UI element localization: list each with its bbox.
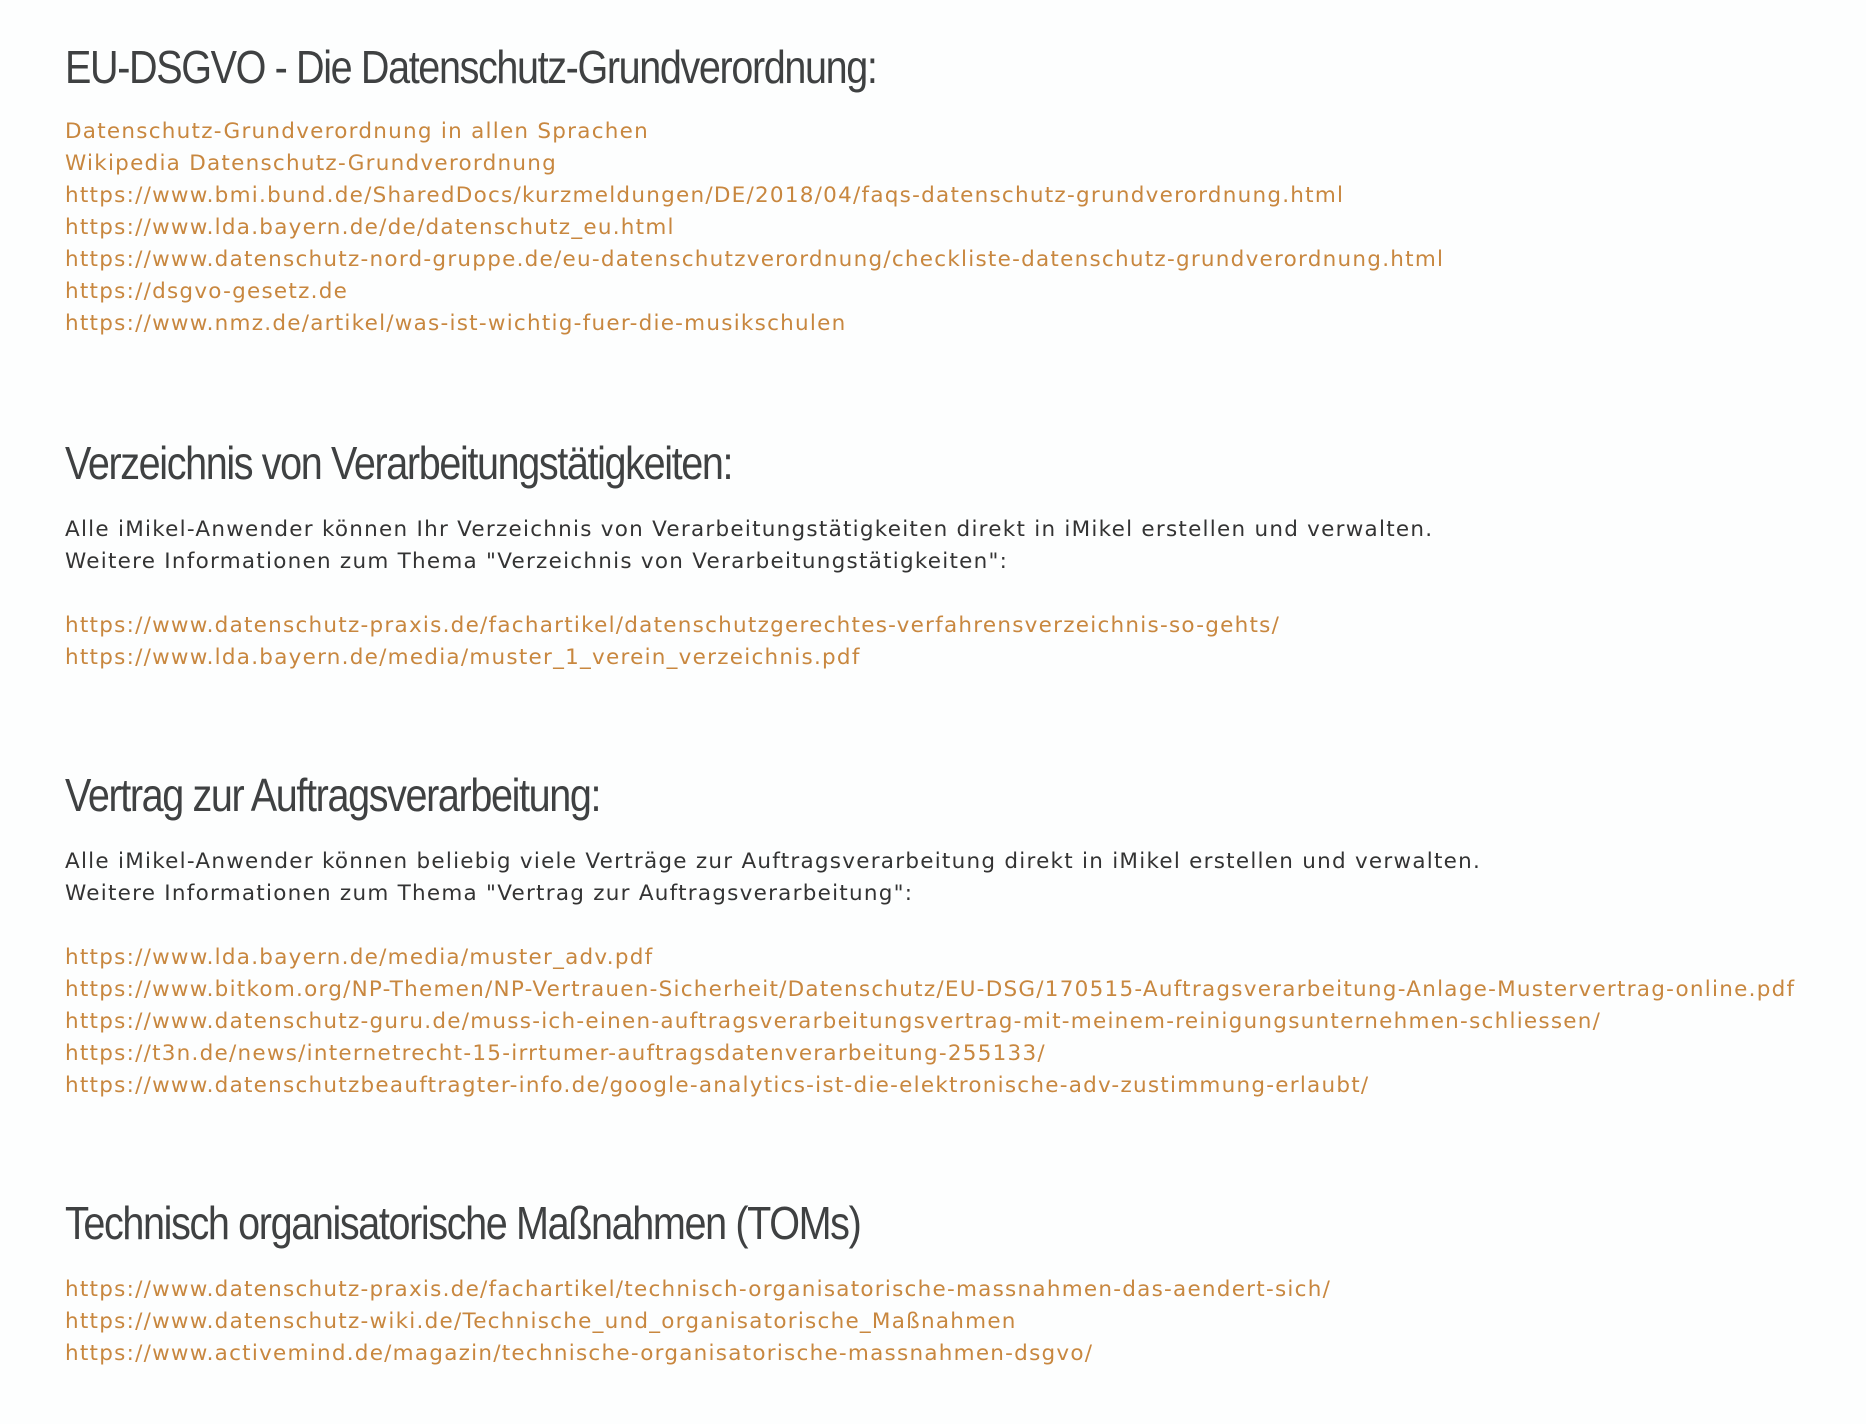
intro-line: Weitere Informationen zum Thema "Verzeichnis von Verarbeitungstätigkeiten": [65,549,1009,574]
link-nmz-musikschulen[interactable]: https://www.nmz.de/artikel/was-ist-wichtig-fuer-die-musikschulen [65,311,847,336]
list-item [65,1338,1855,1370]
section-verzeichnis [65,436,1855,674]
section-heading: Technisch organisatorische Maßnahmen (TOMs) [65,1197,861,1249]
section-eu-dsgvo [65,40,1855,340]
list-item [65,276,1855,308]
section-intro [65,514,1855,578]
link-t3n-irrtuemer[interactable]: https://t3n.de/news/internetrecht-15-irrtumer-auftragsdatenverarbeitung-255133/ [65,1041,1046,1066]
list-item [65,642,1855,674]
section-heading: Verzeichnis von Verarbeitungstätigkeiten: [65,437,733,489]
link-datenschutz-praxis-toms[interactable]: https://www.datenschutz-praxis.de/fachartikel/technisch-organisatorische-massnahmen-das-aendert-sich/ [65,1277,1332,1302]
list-item [65,974,1855,1006]
intro-line: Weitere Informationen zum Thema "Vertrag zur Auftragsverarbeitung": [65,881,914,906]
link-list [65,942,1855,1102]
link-lda-muster-adv[interactable]: https://www.lda.bayern.de/media/muster_adv.pdf [65,945,654,970]
link-list [65,610,1855,674]
list-item [65,148,1855,180]
list-item [65,1038,1855,1070]
list-item [65,244,1855,276]
list-item [65,180,1855,212]
intro-line: Alle iMikel-Anwender können beliebig viele Verträge zur Auftragsverarbeitung direkt in iMikel erstellen und verwalten. [65,849,1482,874]
section-intro [65,846,1855,910]
link-dsgvo-gesetz[interactable]: https://dsgvo-gesetz.de [65,279,349,304]
list-item [65,1306,1855,1338]
list-item [65,308,1855,340]
list-item [65,610,1855,642]
section-toms [65,1196,1855,1370]
list-item [65,1070,1855,1102]
link-lda-bayern-eu[interactable]: https://www.lda.bayern.de/de/datenschutz_eu.html [65,215,675,240]
link-wikipedia-dsgvo[interactable]: Wikipedia Datenschutz-Grundverordnung [65,151,557,176]
link-datenschutz-wiki-toms[interactable]: https://www.datenschutz-wiki.de/Technische_und_organisatorische_Maßnahmen [65,1309,1017,1334]
link-datenschutzbeauftragter-info[interactable]: https://www.datenschutzbeauftragter-info.de/google-analytics-ist-die-elektronische-adv-zustimmung-erlaubt/ [65,1073,1370,1098]
list-item [65,1006,1855,1038]
section-auftragsverarbeitung [65,768,1855,1102]
list-item [65,942,1855,974]
link-datenschutz-nord-checkliste[interactable]: https://www.datenschutz-nord-gruppe.de/eu-datenschutzverordnung/checkliste-datenschutz-grundverordnung.html [65,247,1445,272]
link-bitkom-mustervertrag[interactable]: https://www.bitkom.org/NP-Themen/NP-Vertrauen-Sicherheit/Datenschutz/EU-DSG/170515-Auftragsverarbeitung-Anlage-Mustervertrag-online.pdf [65,977,1796,1002]
link-datenschutz-guru[interactable]: https://www.datenschutz-guru.de/muss-ich-einen-auftragsverarbeitungsvertrag-mit-meinem-reinigungsunternehmen-schliessen/ [65,1009,1602,1034]
section-heading: Vertrag zur Auftragsverarbeitung: [65,769,601,821]
section-heading: EU-DSGVO - Die Datenschutz-Grundverordnung: [65,41,877,93]
link-list [65,1274,1855,1370]
list-item [65,1274,1855,1306]
link-activemind-toms[interactable]: https://www.activemind.de/magazin/technische-organisatorische-massnahmen-dsgvo/ [65,1341,1094,1366]
link-lda-muster-verein-verzeichnis[interactable]: https://www.lda.bayern.de/media/muster_1_verein_verzeichnis.pdf [65,645,861,670]
link-dsgvo-all-languages[interactable]: Datenschutz-Grundverordnung in allen Sprachen [65,119,649,144]
intro-line: Alle iMikel-Anwender können Ihr Verzeichnis von Verarbeitungstätigkeiten direkt in iMikel erstellen und verwalten. [65,517,1434,542]
link-datenschutz-praxis-verfahrensverzeichnis[interactable]: https://www.datenschutz-praxis.de/fachartikel/datenschutzgerechtes-verfahrensverzeichnis-so-gehts/ [65,613,1281,638]
list-item [65,212,1855,244]
list-item [65,116,1855,148]
link-bmi-faqs[interactable]: https://www.bmi.bund.de/SharedDocs/kurzmeldungen/DE/2018/04/faqs-datenschutz-grundverordnung.html [65,183,1345,208]
link-list [65,116,1855,340]
